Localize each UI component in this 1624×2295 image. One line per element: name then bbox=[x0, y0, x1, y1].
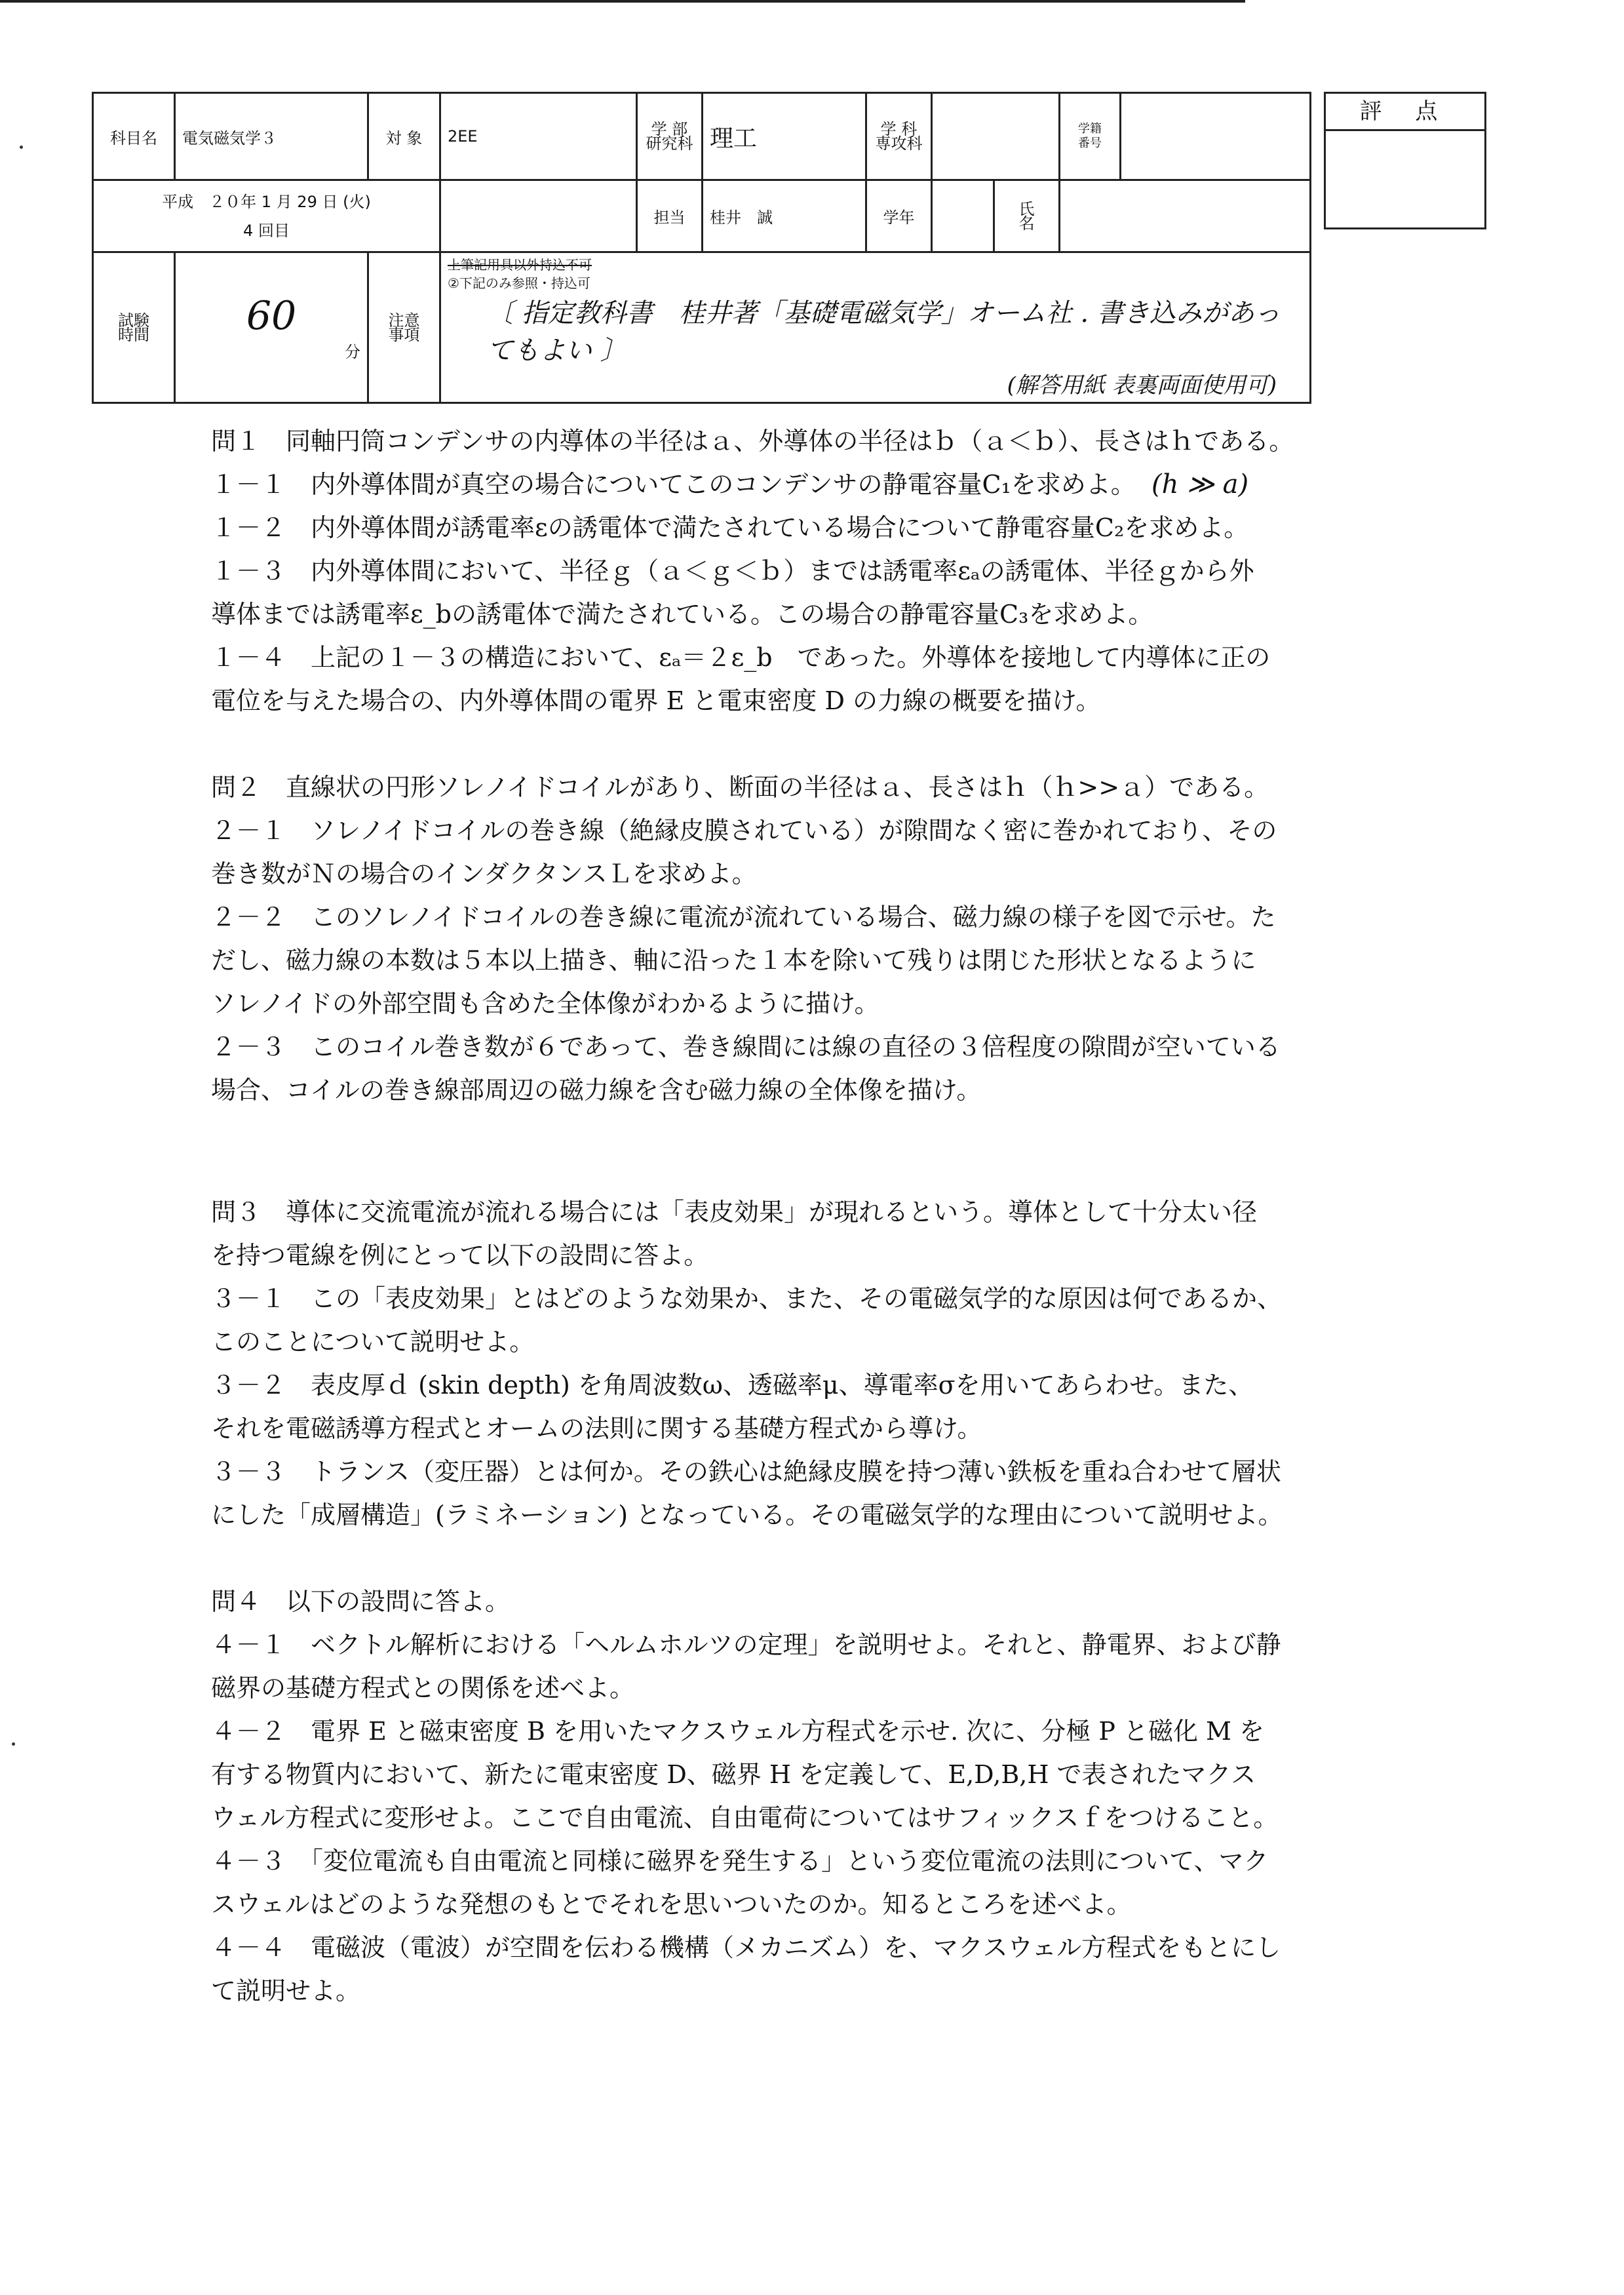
exam-date: 平成 ２０年 1 月 29 日 (火) bbox=[162, 192, 371, 211]
score-label: 評 点 bbox=[1326, 94, 1484, 131]
spacer bbox=[211, 722, 1338, 766]
question-line: 電位を与えた場合の、内外導体間の電界 E と電束密度 D の力線の概要を描け。 bbox=[211, 686, 1101, 715]
question-3 bbox=[211, 1190, 1338, 1537]
question-line: 場合、コイルの巻き線部周辺の磁力線を含む磁力線の全体像を描け。 bbox=[211, 1076, 982, 1105]
question-line: 問１ 同軸円筒コンデンサの内導体の半径はａ、外導体の半径はｂ（ａ＜ｂ）、長さはｈである。 bbox=[211, 427, 1294, 456]
question-line: ４－４ 電磁波（電波）が空間を伝わる機構（メカニズム）を、マクスウェル方程式をもとにし bbox=[211, 1933, 1281, 1962]
question-line: 問２ 直線状の円形ソレノイドコイルがあり、断面の半径はａ、長さはｈ（ｈ>>ａ）である。 bbox=[211, 773, 1269, 802]
notes-label-line1: 注意 bbox=[388, 311, 420, 330]
note-allowed: ②下記のみ参照・持込可 bbox=[448, 275, 590, 291]
dept-value: 理工 bbox=[703, 93, 866, 180]
question-2 bbox=[211, 766, 1338, 1112]
question-line: ソレノイドの外部空間も含めた全体像がわかるように描け。 bbox=[211, 989, 880, 1018]
question-line: ３－２ 表皮厚ｄ (skin depth) を角周波数ω、透磁率μ、導電率σを用いてあらわせ。また、 bbox=[211, 1371, 1254, 1400]
year-label: 学年 bbox=[866, 180, 932, 252]
name-field[interactable] bbox=[1060, 180, 1311, 252]
subject-label: 科目名 bbox=[93, 93, 175, 180]
subject-value: 電気磁気学３ bbox=[175, 93, 368, 180]
exam-time-unit: 分 bbox=[345, 343, 360, 361]
exam-time-cell bbox=[175, 252, 368, 403]
exam-time-label-line2: 時間 bbox=[118, 325, 149, 344]
exam-time-label bbox=[93, 252, 175, 403]
teacher-value: 桂井 誠 bbox=[703, 180, 866, 252]
questions-body bbox=[211, 420, 1338, 2012]
question-line: スウェルはどのような発想のもとでそれを思いついたのか。知るところを述べよ。 bbox=[211, 1890, 1132, 1919]
question-4 bbox=[211, 1580, 1338, 2012]
dept-label-line1: 学 部 bbox=[651, 120, 688, 138]
exam-time-label-line1: 試験 bbox=[118, 311, 149, 330]
question-line: ４－１ ベクトル解析における「ヘルムホルツの定理」を説明せよ。それと、静電界、および静 bbox=[211, 1630, 1281, 1659]
student-id-label bbox=[1060, 94, 1121, 179]
question-line: 問４ 以下の設問に答よ。 bbox=[211, 1587, 511, 1616]
date-cell bbox=[93, 180, 440, 252]
spacer bbox=[211, 1537, 1338, 1580]
question-line: １－２ 内外導体間が誘電率εの誘電体で満たされている場合について静電容量C₂を求めよ。 bbox=[211, 513, 1249, 542]
major-field[interactable] bbox=[932, 93, 1060, 180]
question-line: 問３ 導体に交流電流が流れる場合には「表皮効果」が現れるという。導体として十分太い径 bbox=[211, 1198, 1258, 1226]
name-label bbox=[994, 180, 1060, 252]
question-line: て説明せよ。 bbox=[211, 1976, 361, 2005]
note-struck: 上筆記用具以外持込不可 bbox=[448, 257, 592, 273]
question-line: １－３ 内外導体間において、半径ｇ（ａ＜ｇ＜ｂ）までは誘電率εₐの誘電体、半径ｇから外 bbox=[211, 557, 1254, 585]
question-line: それを電磁誘導方程式とオームの法則に関する基礎方程式から導け。 bbox=[211, 1414, 982, 1443]
scan-speck bbox=[20, 146, 23, 149]
score-box bbox=[1324, 92, 1486, 229]
question-line: １－４ 上記の１－３の構造において、εₐ＝２ε_b であった。外導体を接地して内導体に正の bbox=[211, 643, 1271, 672]
question-line: ４－２ 電界 E と磁束密度 B を用いたマクスウェル方程式を示せ. 次に、分極 P と磁化 M を bbox=[211, 1717, 1265, 1746]
question-line: ウェル方程式に変形せよ。ここで自由電流、自由電荷についてはサフィックスｆをつけること。 bbox=[211, 1803, 1279, 1832]
notes-cell bbox=[440, 252, 1311, 403]
major-label-line2: 専攻科 bbox=[875, 134, 923, 153]
student-id-field[interactable] bbox=[1121, 94, 1309, 179]
student-id-label-line1: 学籍 bbox=[1078, 122, 1102, 136]
question-line: 導体までは誘電率ε_bの誘電体で満たされている。この場合の静電容量C₃を求めよ。 bbox=[211, 600, 1153, 629]
target-value: 2EE bbox=[440, 93, 637, 180]
target-label: 対 象 bbox=[368, 93, 440, 180]
question-line: ３－１ この「表皮効果」とはどのような効果か、また、その電磁気学的な原因は何であるか、 bbox=[211, 1284, 1283, 1313]
year-field[interactable] bbox=[932, 180, 994, 252]
student-id-label-line2: 番号 bbox=[1078, 136, 1102, 150]
spacer bbox=[211, 1112, 1338, 1190]
question-1 bbox=[211, 420, 1338, 722]
notes-label bbox=[368, 252, 440, 403]
question-line: 巻き数がＮの場合のインダクタンスＬを求めよ。 bbox=[211, 859, 757, 888]
question-line: ２－１ ソレノイドコイルの巻き線（絶縁皮膜されている）が隙間なく密に巻かれており、その bbox=[211, 816, 1277, 845]
question-line: 有する物質内において、新たに電束密度 D、磁界 H を定義して、E,D,B,H で表されたマクス bbox=[211, 1760, 1256, 1789]
handwritten-note: (h ≫ a) bbox=[1151, 469, 1249, 500]
name-label-line2: 名 bbox=[1018, 214, 1035, 233]
question-line: を持つ電線を例にとって以下の設問に答よ。 bbox=[211, 1241, 709, 1270]
question-line: だし、磁力線の本数は５本以上描き、軸に沿った１本を除いて残りは閉じた形状となるように bbox=[211, 946, 1256, 975]
question-line bbox=[211, 463, 1338, 506]
major-label-line1: 学 科 bbox=[880, 120, 918, 138]
question-line: ４－３ 「変位電流も自由電流と同様に磁界を発生する」という変位電流の法則について、マク bbox=[211, 1847, 1269, 1875]
top-border-line bbox=[0, 0, 1245, 3]
notes-label-line2: 事項 bbox=[388, 325, 420, 344]
question-line: ２－３ このコイル巻き数が６であって、巻き線間には線の直径の３倍程度の隙間が空いている bbox=[211, 1032, 1281, 1061]
major-label bbox=[866, 93, 932, 180]
question-line: にした「成層構造」(ラミネーション) となっている。その電磁気学的な理由について説明せよ。 bbox=[211, 1501, 1283, 1529]
exam-session: 4 回目 bbox=[243, 221, 290, 240]
question-line: ３－３ トランス（変圧器）とは何か。その鉄心は絶縁皮膜を持つ薄い鉄板を重ね合わせて層状 bbox=[211, 1457, 1281, 1486]
dept-label bbox=[637, 93, 703, 180]
student-id-cell[interactable] bbox=[1060, 93, 1311, 180]
question-line: 磁界の基礎方程式との関係を述べよ。 bbox=[211, 1674, 635, 1702]
question-line-text: １－１ 内外導体間が真空の場合についてこのコンデンサの静電容量C₁を求めよ。 bbox=[211, 470, 1136, 499]
note-handwritten-answer-sheet: (解答用紙 表裏両面使用可) bbox=[1007, 372, 1277, 399]
scan-speck bbox=[12, 1742, 15, 1746]
exam-header-form bbox=[92, 92, 1311, 404]
name-label-line1: 氏 bbox=[1018, 199, 1035, 218]
question-line: このことについて説明せよ。 bbox=[211, 1327, 535, 1356]
note-handwritten-textbook: 〔 指定教科書 桂井著「基礎電磁気学」オーム社 . 書き込みがあってもよい 〕 bbox=[487, 298, 1281, 366]
dept-label-line2: 研究科 bbox=[646, 134, 693, 153]
question-line: ２－２ このソレノイドコイルの巻き線に電流が流れている場合、磁力線の様子を図で示せ。た bbox=[211, 903, 1276, 932]
exam-time-value: 60 bbox=[246, 293, 297, 339]
teacher-label: 担当 bbox=[637, 180, 703, 252]
